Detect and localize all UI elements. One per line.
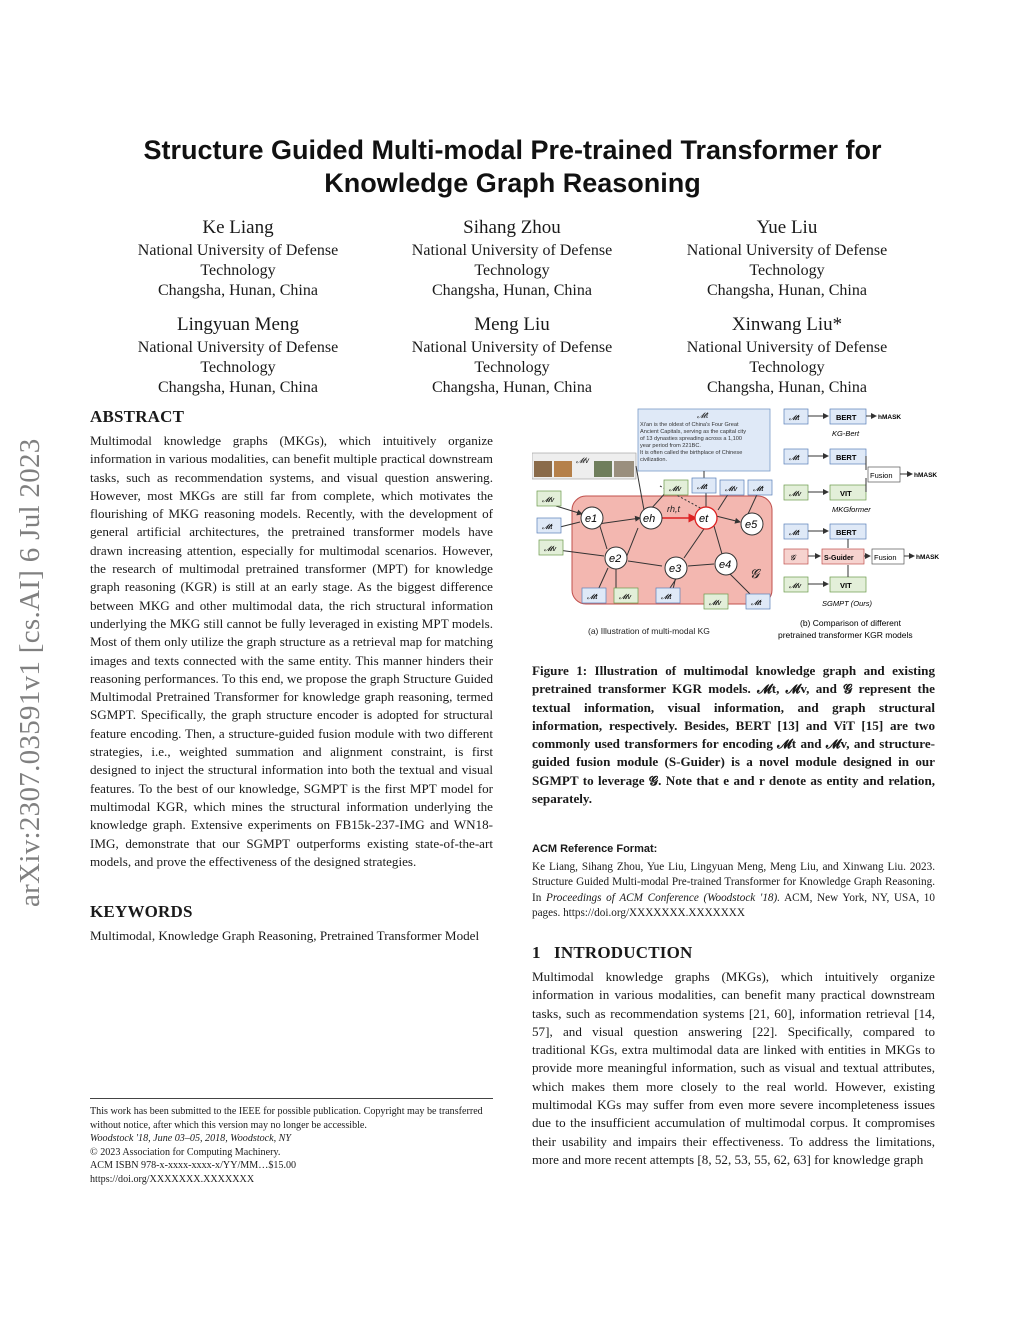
- text-modality-label: 𝓜t: [751, 598, 762, 607]
- text-line: year period from 221BC.: [640, 443, 701, 449]
- mkgformer-label: MKGformer: [832, 505, 871, 514]
- author-name: Xinwang Liu*: [731, 314, 843, 335]
- left-column: [90, 406, 493, 945]
- author-block: [108, 313, 368, 398]
- author-location: Changsha, Hunan, China: [707, 282, 867, 299]
- model-comparison: [778, 409, 939, 640]
- text-modality-label: 𝓜t: [542, 522, 553, 531]
- author-name: Sihang Zhou: [463, 217, 561, 238]
- visual-modality-label: 𝓜v: [619, 592, 632, 601]
- entity-label: eh: [643, 513, 656, 525]
- figure-caption: Figure 1: Illustration of multimodal knowledge graph and existing pretrained transformer KGR models. 𝓜t, 𝓜v, and 𝓖 represent the textual information, visual information, and graph structural information, respectively. Besides, BERT [13] and ViT [15] are two commonly used transformers for encoding 𝓜t and 𝓜v, and structure-guided fusion module (S-Guider) is a novel module designed in our SGMPT to leverage 𝓖. Note that e and r denote as entity and relation, separately.: [532, 663, 935, 807]
- text-modality-label: 𝓜t: [789, 413, 800, 422]
- footnote-isbn: ACM ISBN 978-x-xxxx-xxxx-x/YY/MM…$15.00: [90, 1160, 297, 1172]
- entity-label: et: [699, 513, 709, 525]
- acm-proceedings: Proceedings of ACM Conference (Woodstock '18).: [546, 891, 781, 904]
- image-thumbnail: [594, 461, 612, 477]
- abstract-text: Multimodal knowledge graphs (MKGs), which intuitively organize information in various modalities, can benefit multiple practical downstream tasks, such as recommendation systems, and visual question answering. However, most MKGs are still far from complete, which motivates the flourishing of MKG reasoning models. Recently, with the development of general artificial architectures, the pretrained transformer models have drawn increasing attention, especially for multimodal scenarios. However, the research of multimodal pretrained transformer (MPT) for knowledge graph reasoning (KGR) is still at an early stage. As the biggest difference between MKG and other multimodal data, the rich structural information underlying the MKG still cannot be fully leveraged in existing MPT models. Most of them only utilize the graph structure as a retrieval map for matching images and texts connected with the same entity. This manner hinders their reasoning performances. To this end, we propose the graph Structure Guided Multimodal Pretrained Transformer for knowledge graph reasoning, termed SGMPT. Specifically, the graph structure encoder is adopted for structural feature encoding. Then, a structure-guided fusion module with two different strategies, i.e., weighted summation and alignment constraint, is first designed to inject the structural information into both the textual and visual features. To the best of our knowledge, SGMPT is the first MPT model for multimodal KGR, which mines the structural information underlying the knowledge graph. Extensive experiments on FB15k-237-IMG and WN18-IMG, demonstrate that our SGMPT outperforms existing state-of-the-art models, and prove the effectiveness of the designed strategies.: [90, 433, 493, 869]
- visual-modality-label: 𝓜v: [789, 581, 802, 590]
- author-location: Changsha, Hunan, China: [432, 282, 592, 299]
- author-block: [382, 216, 642, 301]
- text-modality-label: 𝓜t: [697, 482, 708, 491]
- author-name: Meng Liu: [474, 314, 550, 335]
- visual-modality-label: 𝓜v: [725, 484, 738, 493]
- relation-label: rh,t: [667, 504, 681, 514]
- right-subcaption: (b) Comparison of different: [800, 618, 901, 628]
- bert-block: BERT: [836, 528, 857, 537]
- graph-modality-label: 𝓖: [790, 553, 796, 562]
- author-name: Ke Liang: [202, 217, 274, 238]
- vit-block: VIT: [840, 581, 852, 590]
- arxiv-identifier: arXiv:2307.03591v1 [cs.AI] 6 Jul 2023: [14, 438, 46, 908]
- left-subcaption: (a) Illustration of multi-modal KG: [588, 626, 710, 636]
- author-affiliation: Technology: [200, 262, 276, 279]
- visual-modality-label: 𝓜v: [544, 544, 557, 553]
- output-label: hMASK: [914, 472, 938, 479]
- figure-diagram: [532, 406, 942, 646]
- text-modality-label: 𝓜t: [789, 528, 800, 537]
- entity-label: e4: [719, 559, 732, 571]
- sgmpt-label: SGMPT (Ours): [822, 599, 872, 608]
- author-affiliation: National University of Defense: [686, 339, 888, 356]
- author-affiliation: National University of Defense: [411, 339, 613, 356]
- footnote-doi: https://doi.org/XXXXXXX.XXXXXXX: [90, 1173, 255, 1185]
- author-affiliation: Technology: [749, 359, 825, 376]
- keywords-text: Multimodal, Knowledge Graph Reasoning, Pretrained Transformer Model: [90, 928, 480, 944]
- author-affiliation: Technology: [749, 262, 825, 279]
- visual-modality-label: 𝓜v: [789, 489, 802, 498]
- author-affiliation: National University of Defense: [137, 339, 339, 356]
- visual-modality-label: 𝓜v: [669, 484, 682, 493]
- author-location: Changsha, Hunan, China: [707, 379, 867, 396]
- text-modality-label: 𝓜t: [587, 592, 598, 601]
- right-subcaption: pretrained transformer KGR models: [778, 630, 913, 640]
- sguider-block: S-Guider: [824, 555, 854, 562]
- vit-block: VIT: [840, 489, 852, 498]
- bert-block: BERT: [836, 453, 857, 462]
- introduction-section: [532, 942, 935, 1169]
- output-label: hMASK: [916, 554, 940, 561]
- introduction-heading: 1 INTRODUCTION: [532, 943, 693, 962]
- text-line: It is often called the birthplace of Chinese: [640, 450, 743, 456]
- author-name: Yue Liu: [756, 217, 818, 238]
- paper-title: [90, 134, 935, 200]
- author-affiliation: Technology: [200, 359, 276, 376]
- footnote-copyright: © 2023 Association for Computing Machinery.: [90, 1146, 281, 1158]
- author-affiliation: National University of Defense: [137, 242, 339, 259]
- keywords-heading: KEYWORDS: [90, 902, 193, 922]
- text-modality-label: 𝓜t: [753, 484, 764, 493]
- author-location: Changsha, Hunan, China: [158, 379, 318, 396]
- text-modality-label: 𝓜t: [789, 453, 800, 462]
- footnote-submission: This work has been submitted to the IEEE for possible publication. Copyright may be transferred without notice, after which this version may no longer be accessible.: [90, 1106, 483, 1131]
- fusion-block: Fusion: [870, 471, 893, 480]
- image-thumbnail: [614, 461, 634, 477]
- text-modality-label: 𝓜t: [661, 592, 672, 601]
- entity-label: e3: [669, 563, 682, 575]
- author-location: Changsha, Hunan, China: [158, 282, 318, 299]
- image-strip-label: 𝓜v: [576, 456, 589, 465]
- abstract-heading: ABSTRACT: [90, 407, 185, 426]
- author-affiliation: National University of Defense: [686, 242, 888, 259]
- image-thumbnail: [554, 461, 572, 477]
- author-block: [382, 313, 642, 398]
- title-line-1: Structure Guided Multi-modal Pre-trained Transformer for: [143, 135, 882, 165]
- text-line: civilization.: [640, 457, 668, 463]
- acm-reference-text: [532, 860, 935, 922]
- entity-label: e5: [745, 519, 758, 531]
- footnote: [90, 1098, 493, 1187]
- kgbert-label: KG-Bert: [832, 429, 860, 438]
- text-box-label: 𝓜t: [697, 411, 709, 420]
- introduction-text: Multimodal knowledge graphs (MKGs), which intuitively organize information in various modalities, can benefit many practical downstream tasks, such as recommendation systems [21, 60], information retrieval [14, 57], and visual question answering [22]. Specifically, compared to traditional KGs, extra multimodal data are linked with entities in MKGs to provide more meaningful information, such as visual and textual attributes, which makes them more closely to the real world. However, existing multimodal KGs may suffer from even more severe incompleteness issues due to the insufficient accumulation of multimodal corpus. It compromises their usability and impairs their effectiveness. To address the limitations, more and more recent attempts [8, 52, 53, 55, 62, 63] for knowledge graph: [532, 969, 935, 1167]
- author-affiliation: Technology: [474, 262, 550, 279]
- graph-label: 𝓖: [750, 566, 760, 581]
- footnote-venue: Woodstock '18, June 03–05, 2018, Woodstock, NY: [90, 1133, 292, 1145]
- author-block: [657, 216, 917, 301]
- image-thumbnail: [534, 461, 552, 477]
- output-label: hMASK: [878, 414, 902, 421]
- fusion-block: Fusion: [874, 553, 897, 562]
- bert-block: BERT: [836, 413, 857, 422]
- visual-modality-label: 𝓜v: [709, 598, 722, 607]
- text-line: Xi'an is the oldest of China's Four Great: [640, 422, 739, 428]
- text-line: Ancient Capitals, serving as the capital city: [640, 429, 747, 435]
- visual-modality-label: 𝓜v: [542, 495, 555, 504]
- entity-label: e2: [609, 553, 622, 565]
- author-location: Changsha, Hunan, China: [432, 379, 592, 396]
- figure-1: [532, 406, 942, 646]
- acm-reference-heading: ACM Reference Format:: [532, 843, 658, 855]
- author-block: [108, 216, 368, 301]
- entity-label: e1: [585, 513, 598, 525]
- acm-reference: [532, 842, 935, 922]
- author-block: [657, 313, 917, 398]
- author-affiliation: National University of Defense: [411, 242, 613, 259]
- acm-text-part: ACM, New York, NY, USA, 10 pages. https://doi.org/XXXXXXX.XXXXXXX: [532, 891, 935, 919]
- acm-text-part: Ke Liang, Sihang Zhou, Yue Liu, Lingyuan Meng, Meng Liu, and Xinwang Liu. 2023. Structure Guided Multi-modal Pre-trained Transformer for Knowledge Graph Reasoning. In: [532, 860, 935, 904]
- title-line-2: Knowledge Graph Reasoning: [324, 168, 701, 198]
- author-name: Lingyuan Meng: [177, 314, 299, 335]
- text-line: of 13 dynasties spreading across a 1,100: [640, 436, 742, 442]
- author-affiliation: Technology: [474, 359, 550, 376]
